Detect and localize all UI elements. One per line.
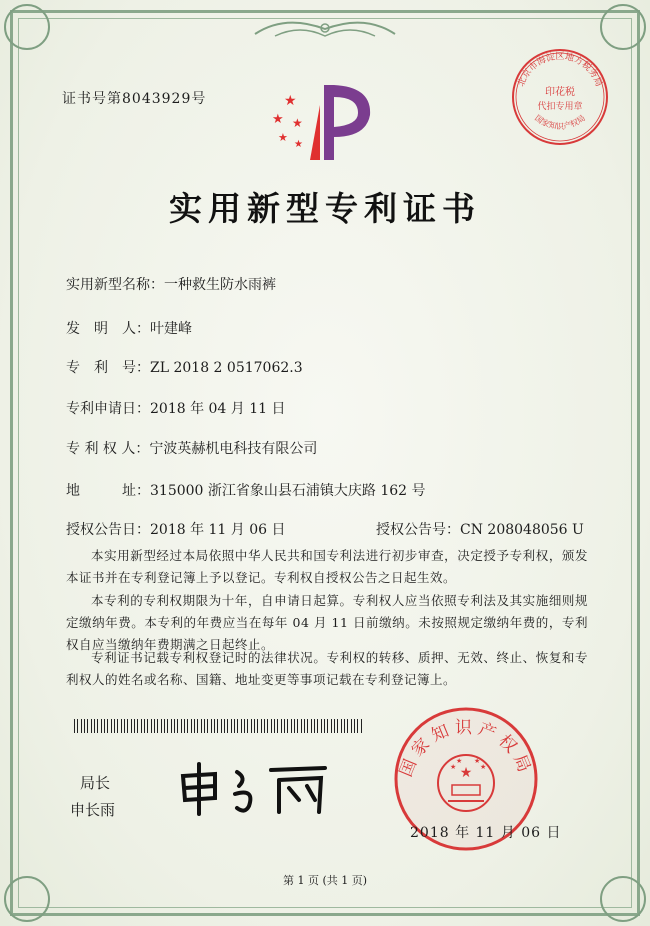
field-label: 专 利 号： (66, 360, 150, 376)
field-value: 2018 年 04 月 11 日 (150, 401, 286, 417)
field-label: 实用新型名称： (66, 277, 164, 293)
svg-text:北京市海淀区地方税务局 (515, 50, 605, 88)
field-grant-date (66, 519, 286, 539)
big-seal-ring-text: 国家知识产权局 (396, 718, 536, 780)
field-inventor (66, 318, 192, 338)
field-value: 2018 年 11 月 06 日 (150, 522, 286, 538)
barcode-icon (74, 719, 364, 733)
field-utility-model-name (66, 274, 276, 294)
svg-text:★: ★ (284, 93, 297, 109)
paragraph-grant-statement: 本实用新型经过本局依照中华人民共和国专利法进行初步审查，决定授予专利权，颁发本证书并在专利登记簿上予以登记。专利权自授权公告之日起生效。 (66, 548, 588, 585)
field-value: 叶建峰 (150, 321, 192, 337)
svg-text:★: ★ (294, 139, 303, 150)
top-scroll-ornament-icon (245, 14, 405, 44)
small-seal-line-2: 代扣专用章 (537, 102, 583, 112)
field-patentee (66, 438, 317, 458)
svg-text:★: ★ (474, 757, 481, 765)
field-value: CN 208048056 U (460, 522, 584, 538)
field-address (66, 480, 426, 500)
svg-text:★: ★ (456, 757, 463, 765)
field-patent-number (66, 357, 303, 377)
field-value: 一种救生防水雨裤 (164, 277, 276, 293)
certificate-number: 证书号第8043929号 (62, 91, 207, 107)
field-label: 发 明 人： (66, 321, 150, 337)
field-label: 地 址： (66, 483, 150, 499)
small-seal-outer-text: 北京市海淀区地方税务局 (516, 52, 604, 89)
field-label: 专 利 权 人： (66, 441, 150, 457)
patent-office-logo-icon (262, 75, 382, 170)
field-label: 专利申请日： (66, 401, 150, 417)
svg-text:★: ★ (480, 763, 487, 771)
field-grant-number (376, 519, 584, 539)
svg-text:★: ★ (450, 763, 457, 771)
svg-text:★: ★ (292, 116, 303, 130)
corner-ornament-icon (4, 4, 50, 50)
small-seal-bottom-text: 国家知识产权局 (533, 113, 587, 131)
corner-ornament-icon (600, 4, 646, 50)
paragraph-term-and-fees: 本专利的专利权期限为十年，自申请日起算。专利权人应当依照专利法及其实施细则规定缴纳年费。本专利的年费应当在每年 04 月 11 日前缴纳。未按照规定缴纳年费的，专利权自应当缴纳年费期满之日起终止。 (66, 593, 588, 652)
director-name: 申长雨 (70, 801, 116, 819)
field-label: 授权公告号： (376, 522, 460, 538)
svg-text:★: ★ (278, 131, 288, 144)
svg-text:★: ★ (272, 112, 284, 127)
seal-date: 2018 年 11 月 06 日 (410, 825, 562, 841)
tax-stamp-seal-icon (510, 47, 610, 147)
svg-text:★: ★ (459, 765, 473, 781)
director-signature-icon (175, 758, 335, 818)
field-value: 宁波英赫机电科技有限公司 (149, 441, 318, 457)
director-title: 局长 (80, 774, 111, 792)
paragraph-legal-status: 专利证书记载专利权登记时的法律状况。专利权的转移、质押、无效、终止、恢复和专利权人的姓名或名称、国籍、地址变更等事项记载在专利登记簿上。 (66, 650, 588, 687)
field-value: ZL 2018 2 0517062.3 (150, 360, 303, 376)
certificate-title: 实用新型专利证书 (169, 189, 481, 228)
field-label: 授权公告日： (66, 522, 150, 538)
field-value: 315000 浙江省象山县石浦镇大庆路 162 号 (150, 483, 426, 499)
svg-text:国家知识产权局 (533, 113, 587, 130)
small-seal-line-1: 印花税 (545, 87, 575, 98)
field-filing-date (66, 398, 286, 418)
page-number: 第 1 页 (共 1 页) (282, 874, 368, 887)
